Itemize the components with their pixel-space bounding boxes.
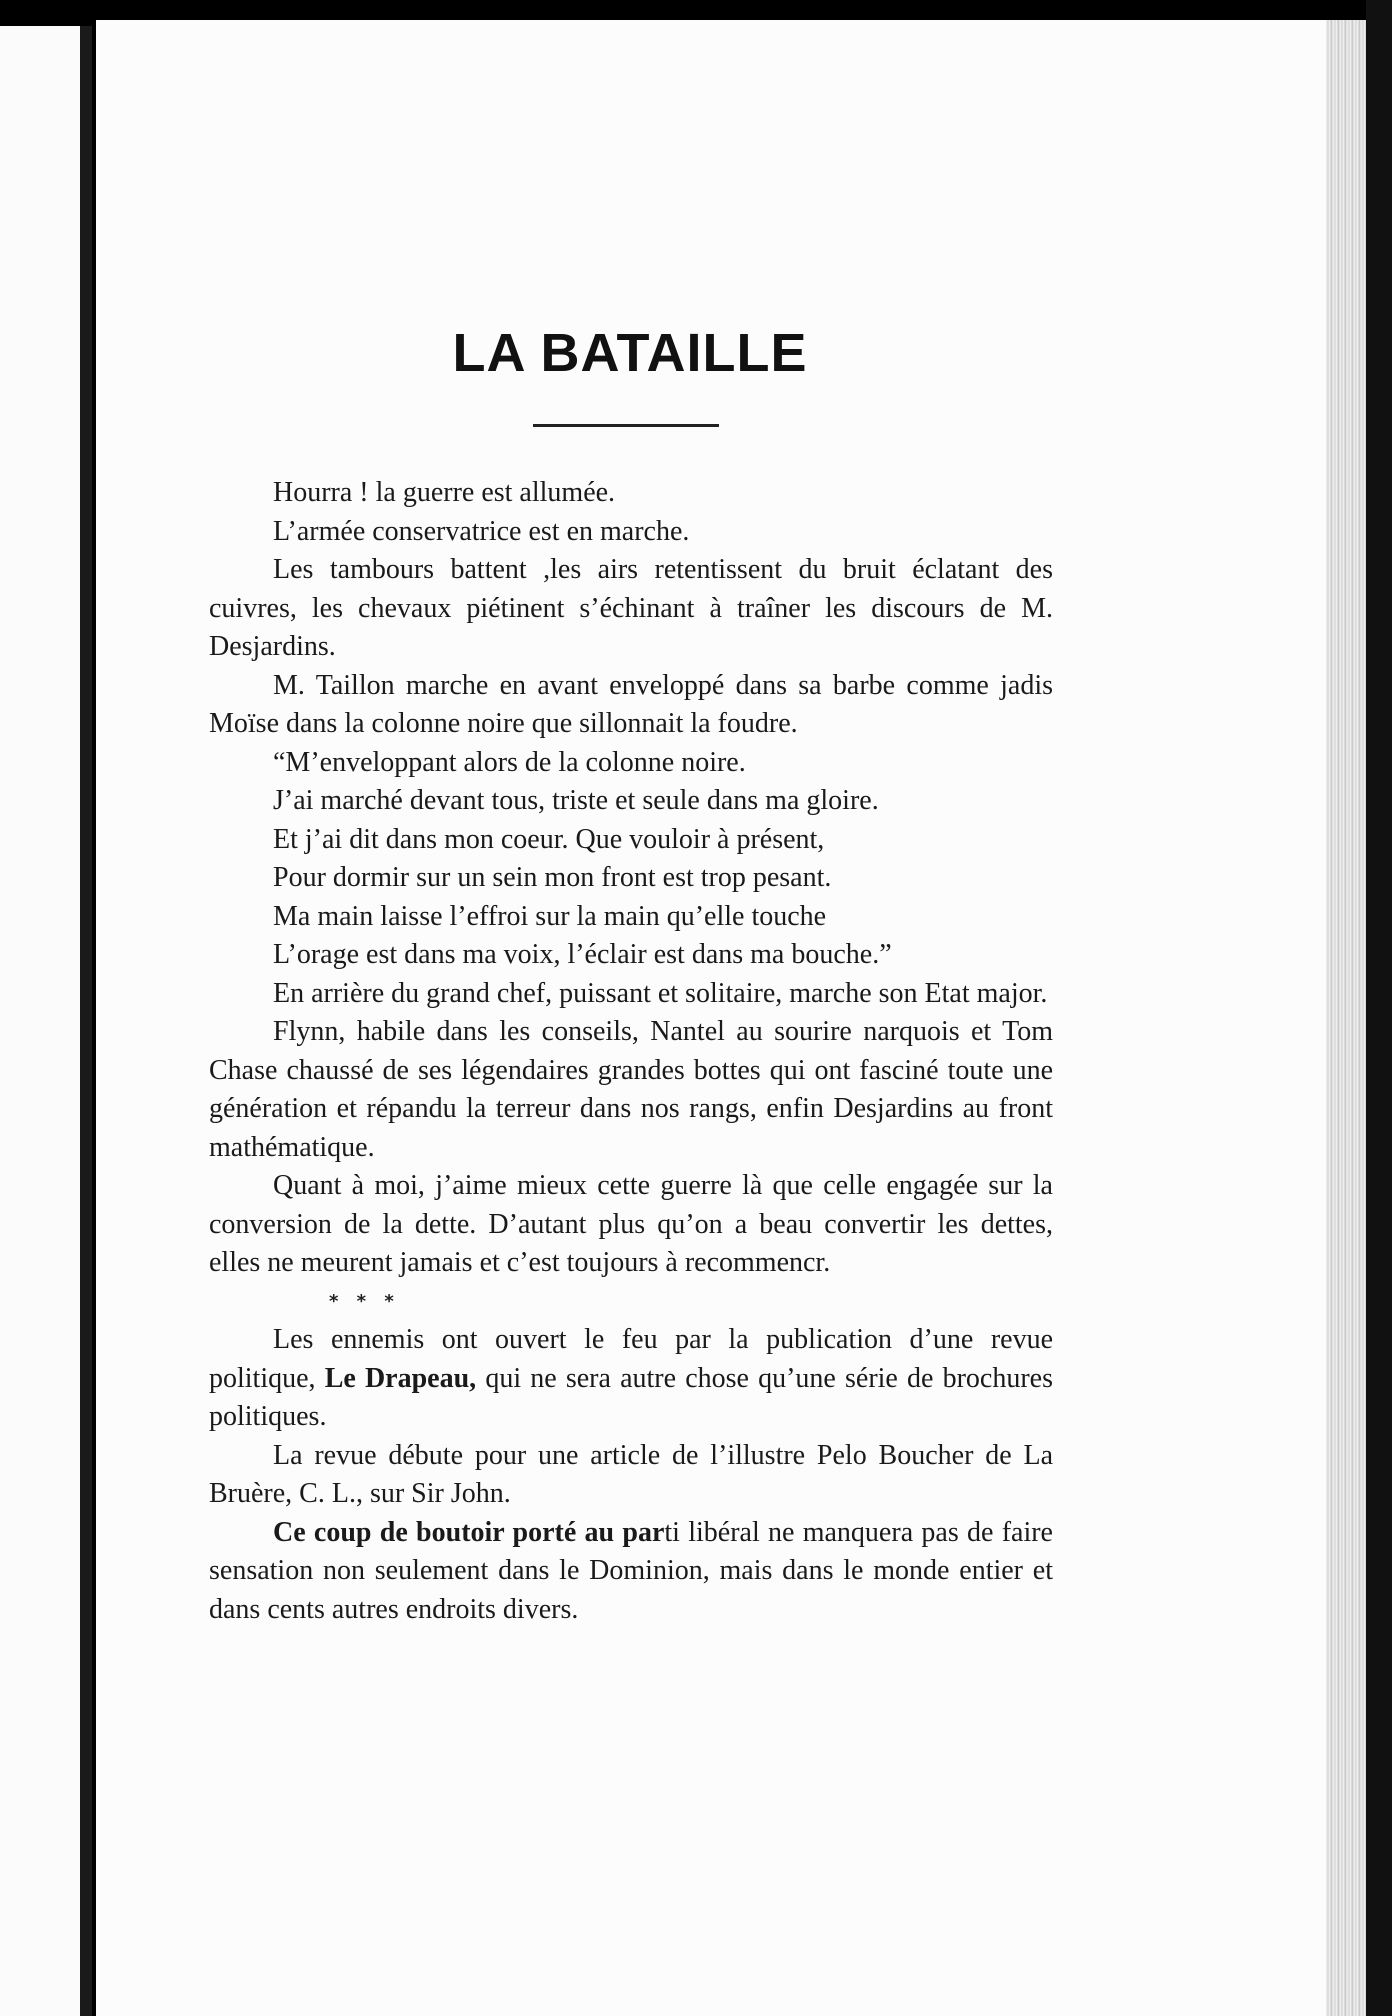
paragraph: La revue débute pour une article de l’illustre Pelo Boucher de La Bruère, C. L., sur Sir John. (209, 1439, 1053, 1509)
section-separator: * * * (329, 1290, 400, 1312)
paragraph: Hourra ! la guerre est allumée. (273, 477, 616, 508)
verse-line: “M’enveloppant alors de la colonne noire. (273, 746, 746, 778)
book-spine (80, 26, 92, 2016)
title-rule (533, 424, 719, 427)
verse-line: Ma main laisse l’effroi sur la main qu’elle touche (273, 900, 827, 932)
verse-line: Et j’ai dit dans mon coeur. Que vouloir à présent, (273, 823, 825, 855)
paragraph: Flynn, habile dans les conseils, Nantel au sourire narquois et Tom Chase chaussé de ses légendaires grandes bottes qui ont fasciné toute une génération et répandu la terreur dans nos rangs, enfin Desjardins au front mathématique. (209, 1016, 1053, 1163)
journal-name: Le Drapeau, (324, 1362, 477, 1394)
page-stack-edges (1326, 20, 1366, 2016)
paragraph: M. Taillon marche en avant enveloppé dans sa barbe comme jadis Moïse dans la colonne noire que sillonnait la foudre. (209, 669, 1053, 739)
paragraph (209, 1321, 1053, 1437)
chapter-title: LA BATAILLE (452, 323, 808, 383)
bold-phrase: Ce coup de boutoir porté au par (273, 1516, 665, 1548)
paragraph-text: Les ennemis ont ouvert le feu par la publication d’une revue politique, (209, 1324, 1053, 1394)
paragraph: Les tambours battent ,les airs retentissent du bruit éclatant des cuivres, les chevaux piétinent s’échinant à traîner les discours de M. Desjardins. (209, 554, 1053, 662)
paragraph: Quant à moi, j’aime mieux cette guerre là que celle engagée sur la conversion de la dette. D’autant plus qu’on a beau convertir les dettes, elles ne meurent jamais et c’est toujours à recommencr. (209, 1170, 1053, 1278)
verse-line: J’ai marché devant tous, triste et seule dans ma gloire. (273, 785, 879, 816)
background-edge (1366, 0, 1392, 2016)
verse-line: Pour dormir sur un sein mon front est trop pesant. (273, 862, 832, 893)
verse-line: L’orage est dans ma voix, l’éclair est dans ma bouche.” (273, 939, 892, 970)
body-text (209, 474, 1053, 1629)
paragraph: L’armée conservatrice est en marche. (273, 515, 690, 547)
paragraph-text: qui ne sera autre chose qu’une série de brochures politiques. (209, 1362, 1053, 1432)
previous-page-edge (0, 26, 84, 2016)
paragraph: En arrière du grand chef, puissant et solitaire, marche son Etat major. (273, 977, 1048, 1009)
paragraph (209, 1514, 1053, 1630)
paragraph-text: ti libéral ne manquera pas de faire sensation non seulement dans le Dominion, mais dans le monde entier et dans cents autres endroits divers. (209, 1516, 1053, 1625)
